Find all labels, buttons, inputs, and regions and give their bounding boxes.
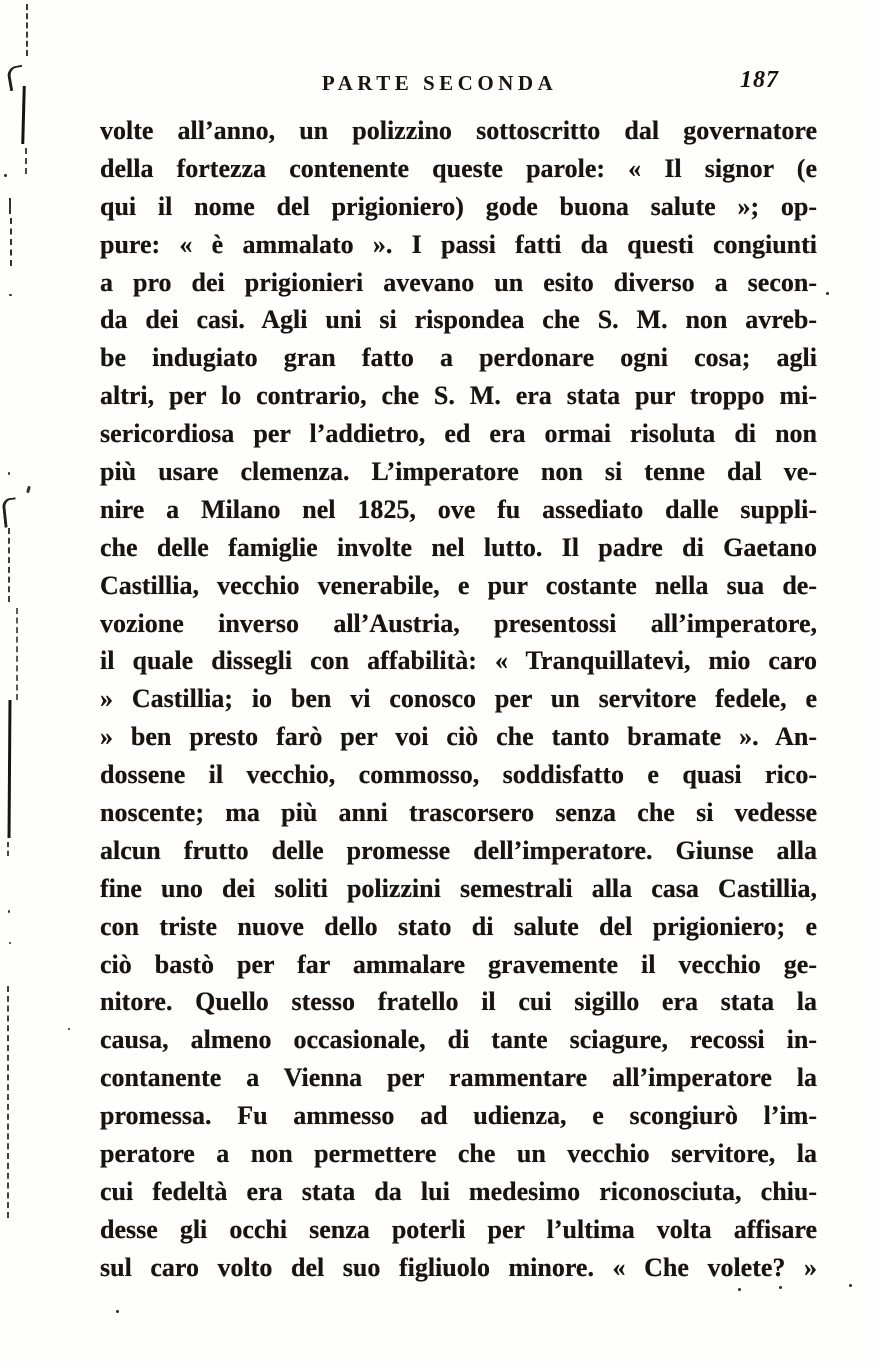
ink-speck: [8, 472, 10, 475]
text-line-19: noscente; ma più anni trascorsero senza che si vedesse: [100, 798, 817, 828]
scan-artifact-dashed-line: [26, 4, 28, 56]
body-text-block: [100, 112, 817, 1287]
ink-speck: [68, 1028, 70, 1030]
running-head-title: PARTE SECONDA: [321, 71, 558, 95]
text-line-5: a pro dei prigionieri avevano un esito diverso a secon-: [100, 267, 817, 297]
text-line-18: dossene il vecchio, commosso, soddisfatto e quasi rico-: [100, 760, 817, 790]
ink-speck: [9, 942, 11, 944]
scan-artifact-dashed-line: [7, 986, 9, 1218]
ink-speck: [116, 1310, 119, 1313]
text-line-17: » ben presto farò per voi ciò che tanto bramate ». An-: [100, 722, 817, 752]
scan-artifact-speck: [26, 486, 31, 494]
text-line-3: qui il nome del prigioniero) gode buona salute »; op-: [100, 191, 817, 221]
text-line-30: desse gli occhi senza poterli per l’ultima volta affisare: [100, 1214, 817, 1244]
text-line-11: nire a Milano nel 1825, ove fu assediato dalle suppli-: [100, 494, 817, 524]
page-number: 187: [740, 67, 779, 93]
text-line-26: contanente a Vienna per rammentare all’imperatore la: [100, 1063, 817, 1093]
scan-artifact-dashed-line: [7, 842, 9, 856]
scan-artifact-dashed-line: [10, 218, 12, 266]
ink-speck: [9, 294, 12, 296]
text-line-21: fine uno dei soliti polizzini semestrali alla casa Castillia,: [100, 873, 817, 903]
scan-artifact-dashed-line: [25, 148, 27, 174]
ink-speck: [849, 1284, 852, 1287]
text-line-4: pure: « è ammalato ». I passi fatti da questi congiunti: [100, 229, 817, 259]
scan-artifact-line: [21, 86, 26, 144]
text-line-6: da dei casi. Agli uni si rispondea che S. M. non avreb-: [100, 305, 817, 335]
scan-artifact-line: [8, 700, 12, 838]
text-line-31: sul caro volto del suo figliuolo minore. « Che volete? »: [100, 1252, 817, 1282]
text-line-12: che delle famiglie involte nel lutto. Il padre di Gaetano: [100, 532, 817, 562]
ink-speck: [8, 910, 10, 913]
ink-speck: [738, 1288, 741, 1291]
text-line-16: » Castillia; io ben vi conosco per un servitore fedele, e: [100, 684, 817, 714]
text-line-1: volte all’anno, un polizzino sottoscritto dal governatore: [100, 116, 817, 145]
ink-speck: [4, 174, 7, 177]
text-line-7: be indugiato gran fatto a perdonare ogni cosa; agli: [100, 343, 817, 373]
text-line-25: causa, almeno occasionale, di tante sciagure, recossi in-: [100, 1025, 817, 1055]
text-line-29: cui fedeltà era stata da lui medesimo riconosciuta, chiu-: [100, 1176, 817, 1206]
text-line-23: ciò bastò per far ammalare gravemente il vecchio ge-: [100, 949, 817, 979]
text-line-9: sericordiosa per l’addietro, ed era ormai risoluta di non: [100, 419, 817, 449]
scan-artifact-dashed-line: [8, 528, 10, 602]
text-line-8: altri, per lo contrario, che S. M. era stata pur troppo mi-: [100, 381, 817, 411]
text-line-15: il quale dissegli con affabilità: « Tranquillatevi, mio caro: [100, 646, 817, 676]
scan-artifact-curl: [2, 497, 19, 527]
ink-speck: [826, 292, 829, 295]
scan-artifact-dashed-line: [16, 608, 18, 700]
text-line-22: con triste nuove dello stato di salute del prigioniero; e: [100, 911, 817, 941]
text-line-27: promessa. Fu ammesso ad udienza, e scongiurò l’im-: [100, 1101, 817, 1131]
ink-speck: [779, 1286, 782, 1289]
text-line-13: Castillia, vecchio venerabile, e pur costante nella sua de-: [100, 570, 817, 600]
text-line-2: della fortezza contenente queste parole: « Il signor (e: [100, 153, 817, 183]
text-line-14: vozione inverso all’Austria, presentossi all’imperatore,: [100, 608, 817, 638]
scan-artifact-dashed-line: [9, 198, 11, 214]
text-line-28: peratore a non permettere che un vecchio servitore, la: [100, 1139, 817, 1169]
text-line-10: più usare clemenza. L’imperatore non si tenne dal ve-: [100, 457, 817, 487]
text-line-24: nitore. Quello stesso fratello il cui sigillo era stata la: [100, 987, 817, 1017]
text-line-20: alcun frutto delle promesse dell’imperatore. Giunse alla: [100, 835, 817, 865]
